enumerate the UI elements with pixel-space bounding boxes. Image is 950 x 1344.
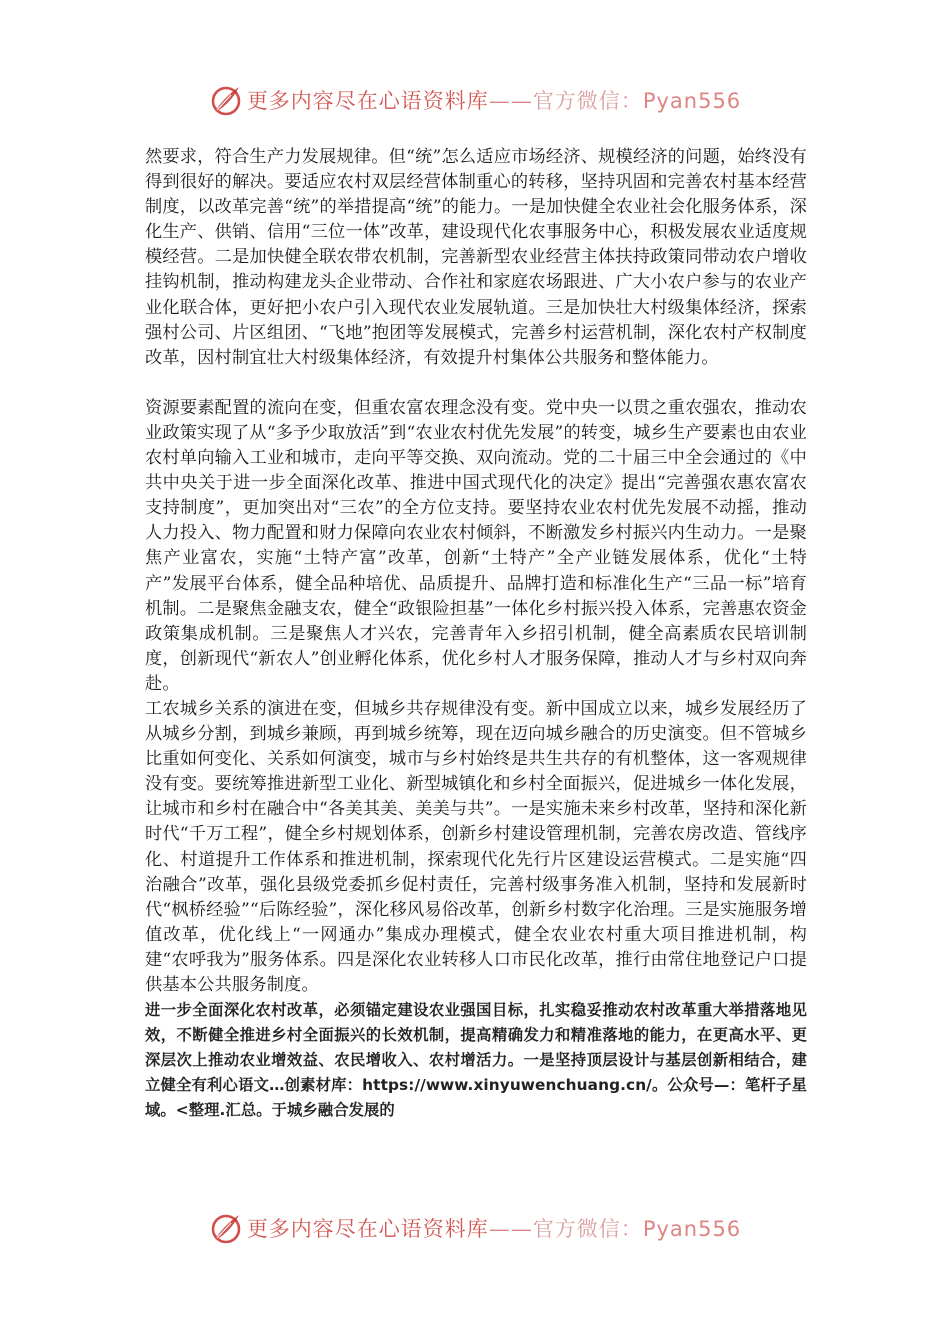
paragraph-spacer xyxy=(145,371,807,396)
header-banner xyxy=(0,80,950,120)
banner-separator: —— xyxy=(488,89,533,113)
banner-text xyxy=(247,85,741,115)
banner-wechat-id: Pyan556 xyxy=(642,89,742,113)
banner-brand: 更多内容尽在心语资料库 xyxy=(246,1217,489,1241)
paragraph-4: 进一步全面深化农村改革，必须锚定建设农业强国目标，扎实稳妥推动农村改革重大举措落地见效，不断健全推进乡村全面振兴的长效机制，提高精确发力和精准落地的能力，在更高水平、更深层次上推动农业增效益、农民增收入、农村增活力。一是坚持顶层设计与基层创新相结合，建立健全有利心语文…创素材库：https://www.xinyuwenchuang.cn/。公众号—：笔杆子星域。<整理.汇总。于城乡融合发展的 xyxy=(145,1001,807,1120)
feather-pen-logo-icon xyxy=(209,83,243,117)
feather-pen-logo-icon xyxy=(209,1211,243,1245)
banner-wechat-id: Pyan556 xyxy=(642,1217,742,1241)
paragraph-2: 资源要素配置的流向在变，但重农富农理念没有变。党中央一以贯之重农强农，推动农业政策实现了从“多予少取放活”到“农业农村优先发展”的转变，城乡生产要素也由农业农村单向输入工业和城市，走向平等交换、双向流动。党的二十届三中全会通过的《中共中央关于进一步全面深化改革、推进中国式现代化的决定》提出“完善强农惠农富农支持制度”，更加突出对“三农”的全方位支持。要坚持农业农村优先发展不动摇，推动人力投入、物力配置和财力保障向农业农村倾斜，不断激发乡村振兴内生动力。一是聚焦产业富农，实施“土特产富”改革，创新“土特产”全产业链发展体系，优化“土特产”发展平台体系，健全品种培优、品质提升、品牌打造和标准化生产“三品一标”培育机制。二是聚焦金融支农，健全“政银险担基”一体化乡村振兴投入体系，完善惠农资金政策集成机制。三是聚焦人才兴农，完善青年入乡招引机制，健全高素质农民培训制度，创新现代“新农人”创业孵化体系，优化乡村人才服务保障，推动人才与乡村双向奔赴。 xyxy=(145,397,807,694)
banner-separator: —— xyxy=(488,1217,533,1241)
banner-wechat-label: 官方微信： xyxy=(532,1217,643,1241)
document-body xyxy=(145,145,807,1124)
footer-banner xyxy=(0,1208,950,1248)
banner-text xyxy=(247,1213,741,1243)
paragraph-1: 然要求，符合生产力发展规律。但“统”怎么适应市场经济、规模经济的问题，始终没有得到很好的解决。要适应农村双层经营体制重心的转移，坚持巩固和完善农村基本经营制度，以改革完善“统”的举措提高“统”的能力。一是加快健全农业社会化服务体系，深化生产、供销、信用“三位一体”改革，建设现代化农事服务中心，积极发展农业适度规模经营。二是加快健全联农带农机制，完善新型农业经营主体扶持政策同带动农户增收挂钩机制，推动构建龙头企业带动、合作社和家庭农场跟进、广大小农户参与的农业产业化联合体，更好把小农户引入现代农业发展轨道。三是加快壮大村级集体经济，探索强村公司、片区组团、“飞地”抱团等发展模式，完善乡村运营机制，深化农村产权制度改革，因村制宜壮大村级集体经济，有效提升村集体公共服务和整体能力。 xyxy=(145,147,807,368)
paragraph-3: 工农城乡关系的演进在变，但城乡共存规律没有变。新中国成立以来，城乡发展经历了从城乡分割，到城乡兼顾，再到城乡统筹，现在迈向城乡融合的历史演变。但不管城乡比重如何变化、关系如何演变，城市与乡村始终是共生共存的有机整体，这一客观规律没有变。要统筹推进新型工业化、新型城镇化和乡村全面振兴，促进城乡一体化发展，让城市和乡村在融合中“各美其美、美美与共”。一是实施未来乡村改革，坚持和深化新时代“千万工程”，健全乡村规划体系，创新乡村建设管理机制，完善农房改造、管线序化、村道提升工作体系和推进机制，探索现代化先行片区建设运营模式。二是实施“四治融合”改革，强化县级党委抓乡促村责任，完善村级事务准入机制，坚持和发展新时代“枫桥经验”“后陈经验”，深化移风易俗改革，创新乡村数字化治理。三是实施服务增值改革，优化线上“一网通办”集成办理模式，健全农业农村重大项目推进机制，构建“农呼我为”服务体系。四是深化农业转移人口市民化改革，推行由常住地登记户口提供基本公共服务制度。 xyxy=(145,698,807,995)
banner-wechat-label: 官方微信： xyxy=(532,89,643,113)
banner-brand: 更多内容尽在心语资料库 xyxy=(246,89,489,113)
